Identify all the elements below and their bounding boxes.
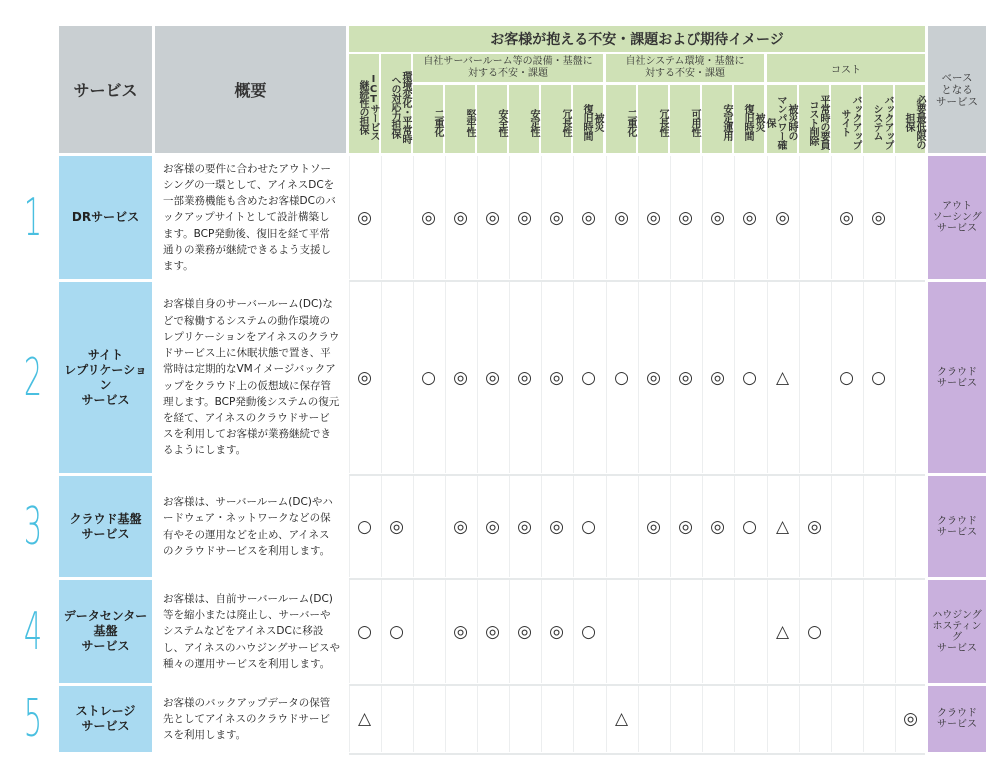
evaluation-mark [541, 686, 571, 752]
evaluation-mark: ○ [349, 476, 379, 577]
facility-group-header: 自社サーバールーム等の設備・基盤に 対する不安・課題 [413, 54, 603, 82]
evaluation-mark: ◎ [541, 282, 571, 473]
evaluation-mark: ◎ [799, 476, 829, 577]
evaluation-mark: ◎ [702, 476, 732, 577]
evaluation-mark: ◎ [734, 156, 764, 279]
criteria-column-header: ICTサービス 継続性の担保 [349, 54, 379, 153]
evaluation-mark: ◎ [509, 580, 539, 683]
evaluation-mark [895, 580, 925, 683]
evaluation-mark: ◎ [638, 476, 668, 577]
criteria-column-header: 可用性 [670, 85, 700, 153]
row-number: 4 [23, 601, 43, 662]
base-service: クラウド サービス [928, 476, 986, 577]
evaluation-mark [381, 282, 411, 473]
evaluation-mark [670, 580, 700, 683]
evaluation-mark: ◎ [638, 282, 668, 473]
criteria-column-header: 被災 復旧時間 [573, 85, 603, 153]
evaluation-mark [863, 686, 893, 752]
evaluation-mark: ◎ [381, 476, 411, 577]
evaluation-mark: ◎ [863, 156, 893, 279]
evaluation-mark [638, 686, 668, 752]
evaluation-mark: ◎ [445, 580, 475, 683]
evaluation-mark [413, 476, 443, 577]
evaluation-mark: ◎ [349, 282, 379, 473]
evaluation-mark: △ [767, 580, 797, 683]
evaluation-mark: ◎ [541, 580, 571, 683]
evaluation-mark: ○ [799, 580, 829, 683]
evaluation-mark: △ [767, 282, 797, 473]
evaluation-mark: ○ [606, 282, 636, 473]
evaluation-mark: △ [767, 476, 797, 577]
row-divider [349, 753, 925, 755]
service-description: お客様の要件に合わせたアウトソーシングの一環として、アイネスDCを一部業務機能も含めたお客様DCのバックアップサイトとして設計構築します。BCP発動後、復旧を経て平常通りの業務が継続できるよう支援します。 [155, 156, 346, 279]
service-name: データセンター 基盤 サービス [59, 580, 152, 683]
evaluation-mark: ○ [734, 476, 764, 577]
service-description: お客様は、サーバールーム(DC)やハードウェア・ネットワークなどの保有やその運用などを止め、アイネスのクラウドサービスを利用します。 [155, 476, 346, 577]
evaluation-mark [895, 476, 925, 577]
evaluation-mark: ◎ [767, 156, 797, 279]
evaluation-mark [509, 686, 539, 752]
evaluation-mark: ◎ [477, 476, 507, 577]
evaluation-mark [702, 580, 732, 683]
evaluation-mark: ◎ [477, 156, 507, 279]
evaluation-mark: ○ [573, 580, 603, 683]
evaluation-mark: ◎ [509, 156, 539, 279]
base-service: クラウド サービス [928, 282, 986, 473]
service-name: DRサービス [59, 156, 152, 279]
evaluation-mark: △ [349, 686, 379, 752]
evaluation-mark [445, 686, 475, 752]
service-description: お客様自身のサーバールーム(DC)などで稼働するシステムの動作環境のレプリケーションをアイネスのクラウドサービス上に休眠状態で置き、平常時は定期的なVMイメージバックアップをクラウド上の仮想域に保存管理します。BCP発動後システムの復元を経て、アイネスのクラウドサービスを利用してお客様が業務継続できるようにします。 [155, 282, 346, 473]
base-service: アウト ソーシング サービス [928, 156, 986, 279]
evaluation-mark: ◎ [413, 156, 443, 279]
service-name: ストレージ サービス [59, 686, 152, 752]
evaluation-mark [381, 686, 411, 752]
evaluation-mark: ○ [863, 282, 893, 473]
evaluation-mark: ◎ [349, 156, 379, 279]
evaluation-mark: ◎ [541, 156, 571, 279]
evaluation-mark: ◎ [638, 156, 668, 279]
service-name: クラウド基盤 サービス [59, 476, 152, 577]
evaluation-mark [831, 686, 861, 752]
criteria-column-header: 平常時の要員 コスト削除 [799, 85, 829, 153]
evaluation-mark: △ [606, 686, 636, 752]
evaluation-mark: ○ [381, 580, 411, 683]
evaluation-mark [734, 580, 764, 683]
criteria-column-header: 環境変化・平常時 への対応力担保 [381, 54, 411, 153]
evaluation-mark: ○ [734, 282, 764, 473]
criteria-column-header: 冗長性 [541, 85, 571, 153]
criteria-column-header: 冗長性 [638, 85, 668, 153]
evaluation-mark [381, 156, 411, 279]
evaluation-mark [670, 686, 700, 752]
overview-header: 概要 [155, 26, 346, 153]
evaluation-mark [863, 476, 893, 577]
criteria-column-header: 堅牢性 [445, 85, 475, 153]
criteria-column-header: 安定性 [509, 85, 539, 153]
evaluation-mark [799, 686, 829, 752]
base-service: クラウド サービス [928, 686, 986, 752]
evaluation-mark [799, 282, 829, 473]
evaluation-mark [413, 580, 443, 683]
evaluation-mark [734, 686, 764, 752]
evaluation-mark: ◎ [477, 282, 507, 473]
cost-group-header: コスト [767, 54, 925, 82]
main-title-header: お客様が抱える不安・課題および期待イメージ [349, 26, 925, 52]
criteria-column-header: 被災 復旧時間 [734, 85, 764, 153]
evaluation-mark [895, 156, 925, 279]
criteria-column-header: バックアップ システム [863, 85, 893, 153]
row-number: 1 [23, 187, 43, 248]
evaluation-mark: ◎ [573, 156, 603, 279]
criteria-column-header: 安全性 [477, 85, 507, 153]
evaluation-mark [831, 476, 861, 577]
evaluation-mark: ◎ [895, 686, 925, 752]
evaluation-mark [831, 580, 861, 683]
base-service: ハウジング ホスティング サービス [928, 580, 986, 683]
evaluation-mark: ◎ [477, 580, 507, 683]
evaluation-mark [606, 476, 636, 577]
evaluation-mark [702, 686, 732, 752]
evaluation-mark [573, 686, 603, 752]
evaluation-mark [895, 282, 925, 473]
criteria-column-header: 安定運用 [702, 85, 732, 153]
row-number: 3 [23, 496, 43, 557]
evaluation-mark [606, 580, 636, 683]
criteria-column-header: 二重化 [413, 85, 443, 153]
service-header: サービス [59, 26, 152, 153]
evaluation-mark: ◎ [445, 156, 475, 279]
criteria-column-header: バックアップ サイト [831, 85, 861, 153]
criteria-column-header: 二重化 [606, 85, 636, 153]
evaluation-mark: ◎ [670, 282, 700, 473]
base-service-header: ベース となる サービス [928, 26, 986, 153]
evaluation-mark: ◎ [445, 476, 475, 577]
service-description: お客様のバックアップデータの保管先としてアイネスのクラウドサービスを利用します。 [155, 686, 346, 752]
evaluation-mark: ◎ [702, 156, 732, 279]
evaluation-mark: ○ [573, 476, 603, 577]
evaluation-mark: ○ [573, 282, 603, 473]
evaluation-mark: ◎ [831, 156, 861, 279]
evaluation-mark: ◎ [541, 476, 571, 577]
evaluation-mark: ◎ [670, 156, 700, 279]
evaluation-mark: ◎ [670, 476, 700, 577]
evaluation-mark: ○ [831, 282, 861, 473]
criteria-column-header: 必要最低限の 担保 [895, 85, 925, 153]
system-group-header: 自社システム環境・基盤に 対する不安・課題 [606, 54, 764, 82]
evaluation-mark [477, 686, 507, 752]
evaluation-mark [799, 156, 829, 279]
evaluation-mark [413, 686, 443, 752]
evaluation-mark: ◎ [702, 282, 732, 473]
evaluation-mark: ◎ [606, 156, 636, 279]
evaluation-mark [863, 580, 893, 683]
service-description: お客様は、自前サーバールーム(DC)等を縮小または廃止し、サーバーやシステムなどをアイネスDCに移設し、アイネスのハウジングサービスや種々の運用サービスを利用します。 [155, 580, 346, 683]
evaluation-mark [638, 580, 668, 683]
row-number: 5 [23, 689, 43, 749]
evaluation-mark [767, 686, 797, 752]
evaluation-mark: ◎ [509, 476, 539, 577]
evaluation-mark: ◎ [445, 282, 475, 473]
criteria-column-header: 被災時の マンパワー確保 [767, 85, 797, 153]
row-number: 2 [23, 347, 43, 408]
evaluation-mark: ◎ [509, 282, 539, 473]
evaluation-mark: ○ [413, 282, 443, 473]
service-name: サイト レプリケーション サービス [59, 282, 152, 473]
evaluation-mark: ○ [349, 580, 379, 683]
